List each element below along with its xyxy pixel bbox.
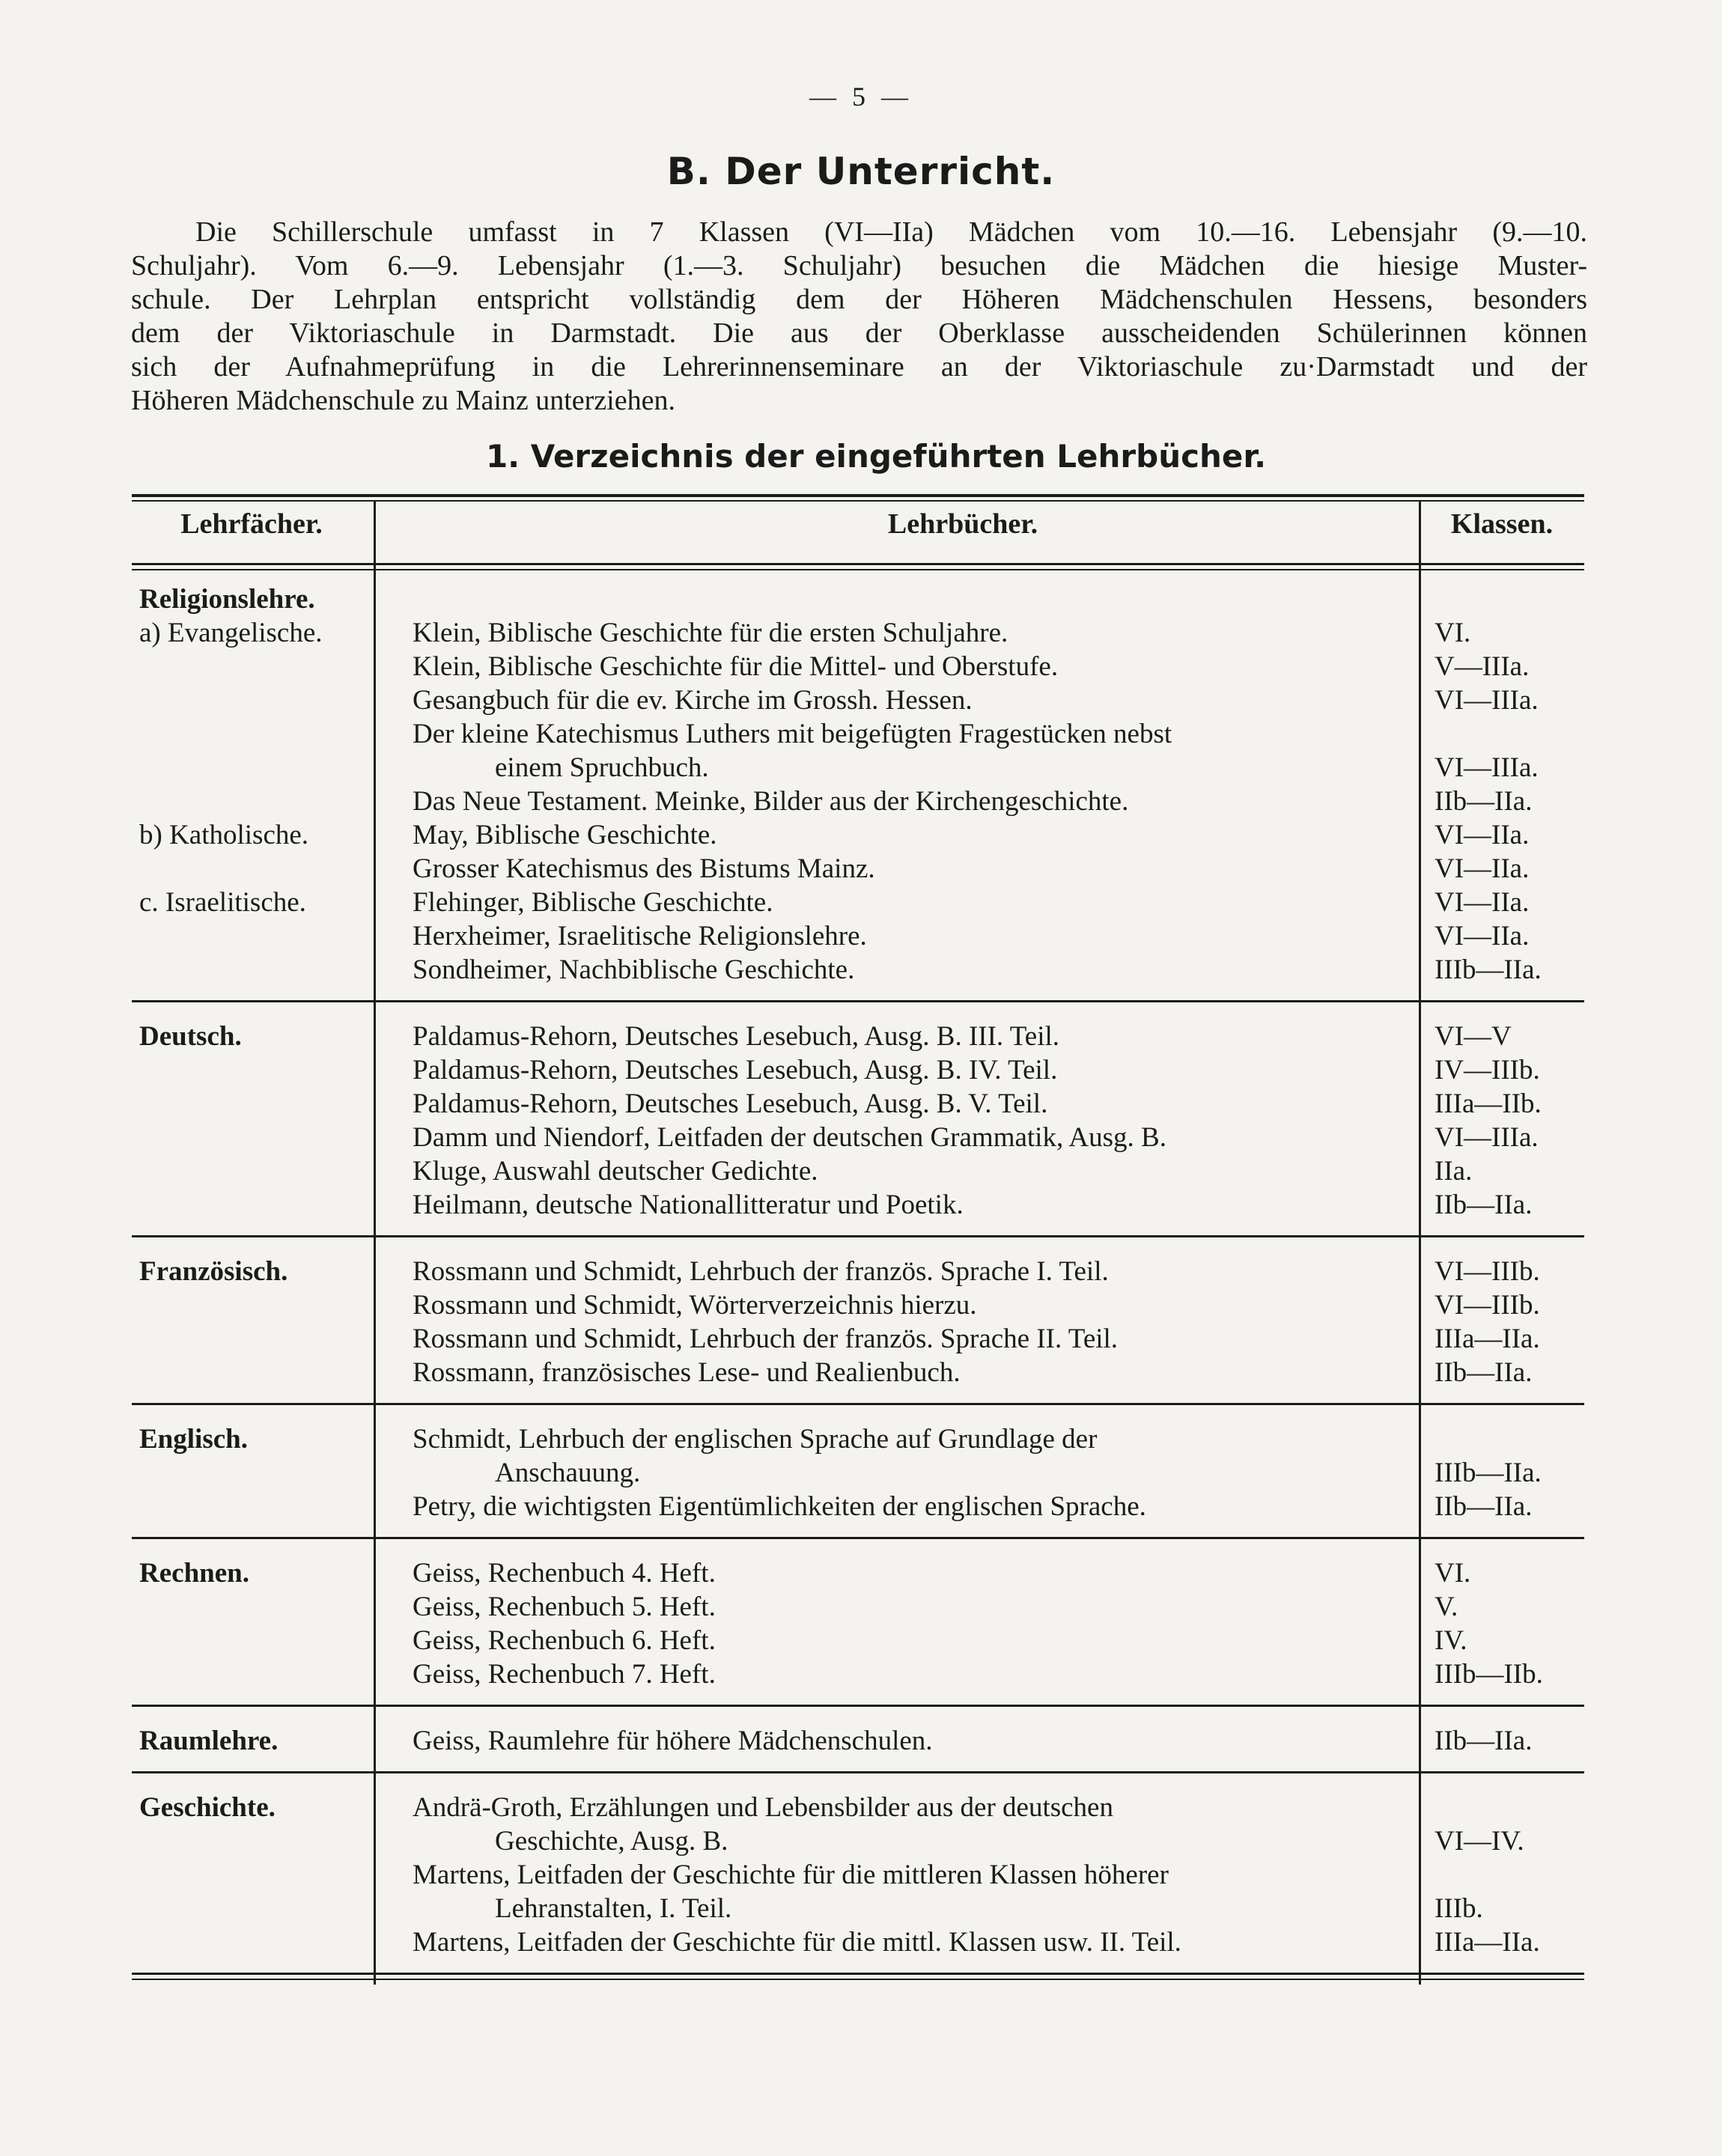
table-top-rule-thin — [132, 500, 1584, 502]
textbook-entry: Anschauung. — [495, 1458, 641, 1488]
header-rule — [132, 563, 1584, 565]
class-range: VI—IIIa. — [1435, 685, 1539, 716]
class-range: VI—IIa. — [1435, 887, 1530, 918]
class-range: IIIa—IIa. — [1435, 1927, 1540, 1958]
subject-label: Rechnen. — [139, 1558, 249, 1589]
textbook-entry: Herxheimer, Israelitische Religionslehre. — [413, 921, 867, 951]
textbook-entry: Schmidt, Lehrbuch der englischen Sprache auf Grundlage der — [413, 1424, 1098, 1455]
class-range: VI. — [1435, 1558, 1471, 1589]
class-range: IV. — [1435, 1625, 1467, 1656]
intro-line: Schuljahr). Vom 6.—9. Lebensjahr (1.—3. Schuljahr) besuchen die Mädchen die hiesige Muster- — [131, 250, 1587, 281]
textbook-entry: Rossmann und Schmidt, Lehrbuch der französ. Sprache II. Teil. — [413, 1324, 1119, 1354]
textbook-entry: Klein, Biblische Geschichte für die ersten Schuljahre. — [413, 618, 1008, 648]
textbook-entry: Geschichte, Ausg. B. — [495, 1826, 728, 1857]
textbook-entry: Gesangbuch für die ev. Kirche im Grossh. Hessen. — [413, 685, 973, 716]
class-range: VI—IIa. — [1435, 921, 1530, 951]
group-rule — [132, 1000, 1584, 1002]
class-range: IIb—IIa. — [1435, 786, 1533, 817]
subject-label: Religionslehre. — [139, 584, 315, 615]
textbook-entry: Klein, Biblische Geschichte für die Mittel- und Oberstufe. — [413, 651, 1059, 682]
header-subjects: Lehrfächer. — [180, 508, 323, 540]
textbook-entry: Der kleine Katechismus Luthers mit beigefügten Fragestücken nebst — [413, 719, 1172, 749]
class-range: VI—IIIa. — [1435, 1122, 1539, 1153]
class-range: VI—IIa. — [1435, 853, 1530, 884]
intro-line: Die Schillerschule umfasst in 7 Klassen (VI—IIa) Mädchen vom 10.—16. Lebensjahr (9.—10. — [195, 216, 1587, 248]
class-range: IIIb. — [1435, 1893, 1483, 1924]
intro-line: schule. Der Lehrplan entspricht vollständig dem der Höheren Mädchenschulen Hessens, besonders — [131, 284, 1587, 315]
textbook-entry: Geiss, Raumlehre für höhere Mädchenschulen. — [413, 1726, 933, 1756]
class-range: VI. — [1435, 618, 1471, 648]
subject-subdivision: b) Katholische. — [139, 820, 309, 850]
textbook-entry: Sondheimer, Nachbiblische Geschichte. — [413, 954, 855, 985]
textbook-entry: Rossmann und Schmidt, Wörterverzeichnis hierzu. — [413, 1290, 977, 1321]
class-range: IIb—IIa. — [1435, 1357, 1533, 1388]
class-range: IIIb—IIb. — [1435, 1659, 1543, 1690]
class-range: V—IIIa. — [1435, 651, 1530, 682]
group-rule — [132, 1537, 1584, 1539]
textbook-entry: Petry, die wichtigsten Eigentümlichkeiten der englischen Sprache. — [413, 1491, 1146, 1522]
textbook-entry: Grosser Katechismus des Bistums Mainz. — [413, 853, 875, 884]
class-range: IIIa—IIb. — [1435, 1088, 1542, 1119]
textbook-table — [132, 494, 1584, 1988]
class-range: VI—IIIa. — [1435, 752, 1539, 783]
textbook-entry: Geiss, Rechenbuch 6. Heft. — [413, 1625, 716, 1656]
textbook-entry: Damm und Niendorf, Leitfaden der deutschen Grammatik, Ausg. B. — [413, 1122, 1166, 1153]
subject-subdivision: c. Israelitische. — [139, 887, 306, 918]
group-rule — [132, 1235, 1584, 1237]
class-range: VI—IIa. — [1435, 820, 1530, 850]
subject-label: Geschichte. — [139, 1792, 276, 1823]
subject-label: Französisch. — [139, 1256, 288, 1287]
textbook-entry: Paldamus-Rehorn, Deutsches Lesebuch, Ausg. B. V. Teil. — [413, 1088, 1048, 1119]
textbook-entry: Geiss, Rechenbuch 7. Heft. — [413, 1659, 716, 1690]
class-range: VI—IIIb. — [1435, 1290, 1540, 1321]
table-top-rule — [132, 494, 1584, 497]
column-divider-right — [1419, 502, 1421, 1985]
header-books: Lehrbücher. — [887, 508, 1038, 540]
class-range: VI—IIIb. — [1435, 1256, 1540, 1287]
group-rule — [132, 1973, 1584, 1975]
class-range: VI—V — [1435, 1021, 1512, 1052]
subject-subdivision: a) Evangelische. — [139, 618, 323, 648]
class-range: IIIb—IIa. — [1435, 954, 1542, 985]
group-rule — [132, 1705, 1584, 1707]
textbook-entry: Lehranstalten, I. Teil. — [495, 1893, 732, 1924]
group-rule — [132, 1403, 1584, 1405]
subject-label: Deutsch. — [139, 1021, 242, 1052]
textbook-entry: Paldamus-Rehorn, Deutsches Lesebuch, Ausg. B. IV. Teil. — [413, 1055, 1058, 1085]
class-range: IIb—IIa. — [1435, 1726, 1533, 1756]
textbook-entry: Andrä-Groth, Erzählungen und Lebensbilder aus der deutschen — [413, 1792, 1113, 1823]
subject-label: Englisch. — [139, 1424, 248, 1455]
class-range: IIa. — [1435, 1156, 1473, 1187]
class-range: V. — [1435, 1592, 1458, 1622]
textbook-entry: Martens, Leitfaden der Geschichte für die mittleren Klassen höherer — [413, 1860, 1169, 1890]
intro-paragraph — [131, 216, 1587, 418]
header-rule-thin — [132, 569, 1584, 570]
textbook-entry: einem Spruchbuch. — [495, 752, 709, 783]
class-range: IIIa—IIa. — [1435, 1324, 1540, 1354]
column-divider-left — [374, 502, 376, 1985]
page-number: — 5 — — [809, 82, 913, 112]
textbook-entry: Flehinger, Biblische Geschichte. — [413, 887, 773, 918]
group-rule — [132, 1771, 1584, 1773]
textbook-entry: Heilmann, deutsche Nationallitteratur und Poetik. — [413, 1190, 964, 1220]
textbook-entry: Paldamus-Rehorn, Deutsches Lesebuch, Ausg. B. III. Teil. — [413, 1021, 1060, 1052]
intro-line: sich der Aufnahmeprüfung in die Lehrerinnenseminare an der Viktoriaschule zu·Darmstadt und der — [131, 351, 1587, 383]
class-range: IIb—IIa. — [1435, 1190, 1533, 1220]
header-classes: Klassen. — [1450, 508, 1554, 540]
textbook-entry: Das Neue Testament. Meinke, Bilder aus der Kirchengeschichte. — [413, 786, 1129, 817]
intro-line: dem der Viktoriaschule in Darmstadt. Die aus der Oberklasse ausscheidenden Schülerinnen können — [131, 317, 1587, 349]
intro-line: Höheren Mädchenschule zu Mainz unterziehen. — [131, 385, 675, 416]
class-range: IIIb—IIa. — [1435, 1458, 1542, 1488]
textbook-entry: Geiss, Rechenbuch 4. Heft. — [413, 1558, 716, 1589]
section-title: B. Der Unterricht. — [666, 150, 1056, 193]
textbook-entry: Rossmann und Schmidt, Lehrbuch der französ. Sprache I. Teil. — [413, 1256, 1109, 1287]
textbook-entry: Martens, Leitfaden der Geschichte für die mittl. Klassen usw. II. Teil. — [413, 1927, 1181, 1958]
textbook-entry: Rossmann, französisches Lese- und Realienbuch. — [413, 1357, 961, 1388]
class-range: VI—IV. — [1435, 1826, 1524, 1857]
class-range: IIb—IIa. — [1435, 1491, 1533, 1522]
subsection-title: 1. Verzeichnis der eingeführten Lehrbücher. — [485, 438, 1267, 475]
class-range: IV—IIIb. — [1435, 1055, 1540, 1085]
subject-label: Raumlehre. — [139, 1726, 279, 1756]
textbook-entry: Kluge, Auswahl deutscher Gedichte. — [413, 1156, 818, 1187]
table-bottom-rule — [132, 1979, 1584, 1980]
textbook-entry: Geiss, Rechenbuch 5. Heft. — [413, 1592, 716, 1622]
textbook-entry: May, Biblische Geschichte. — [413, 820, 717, 850]
